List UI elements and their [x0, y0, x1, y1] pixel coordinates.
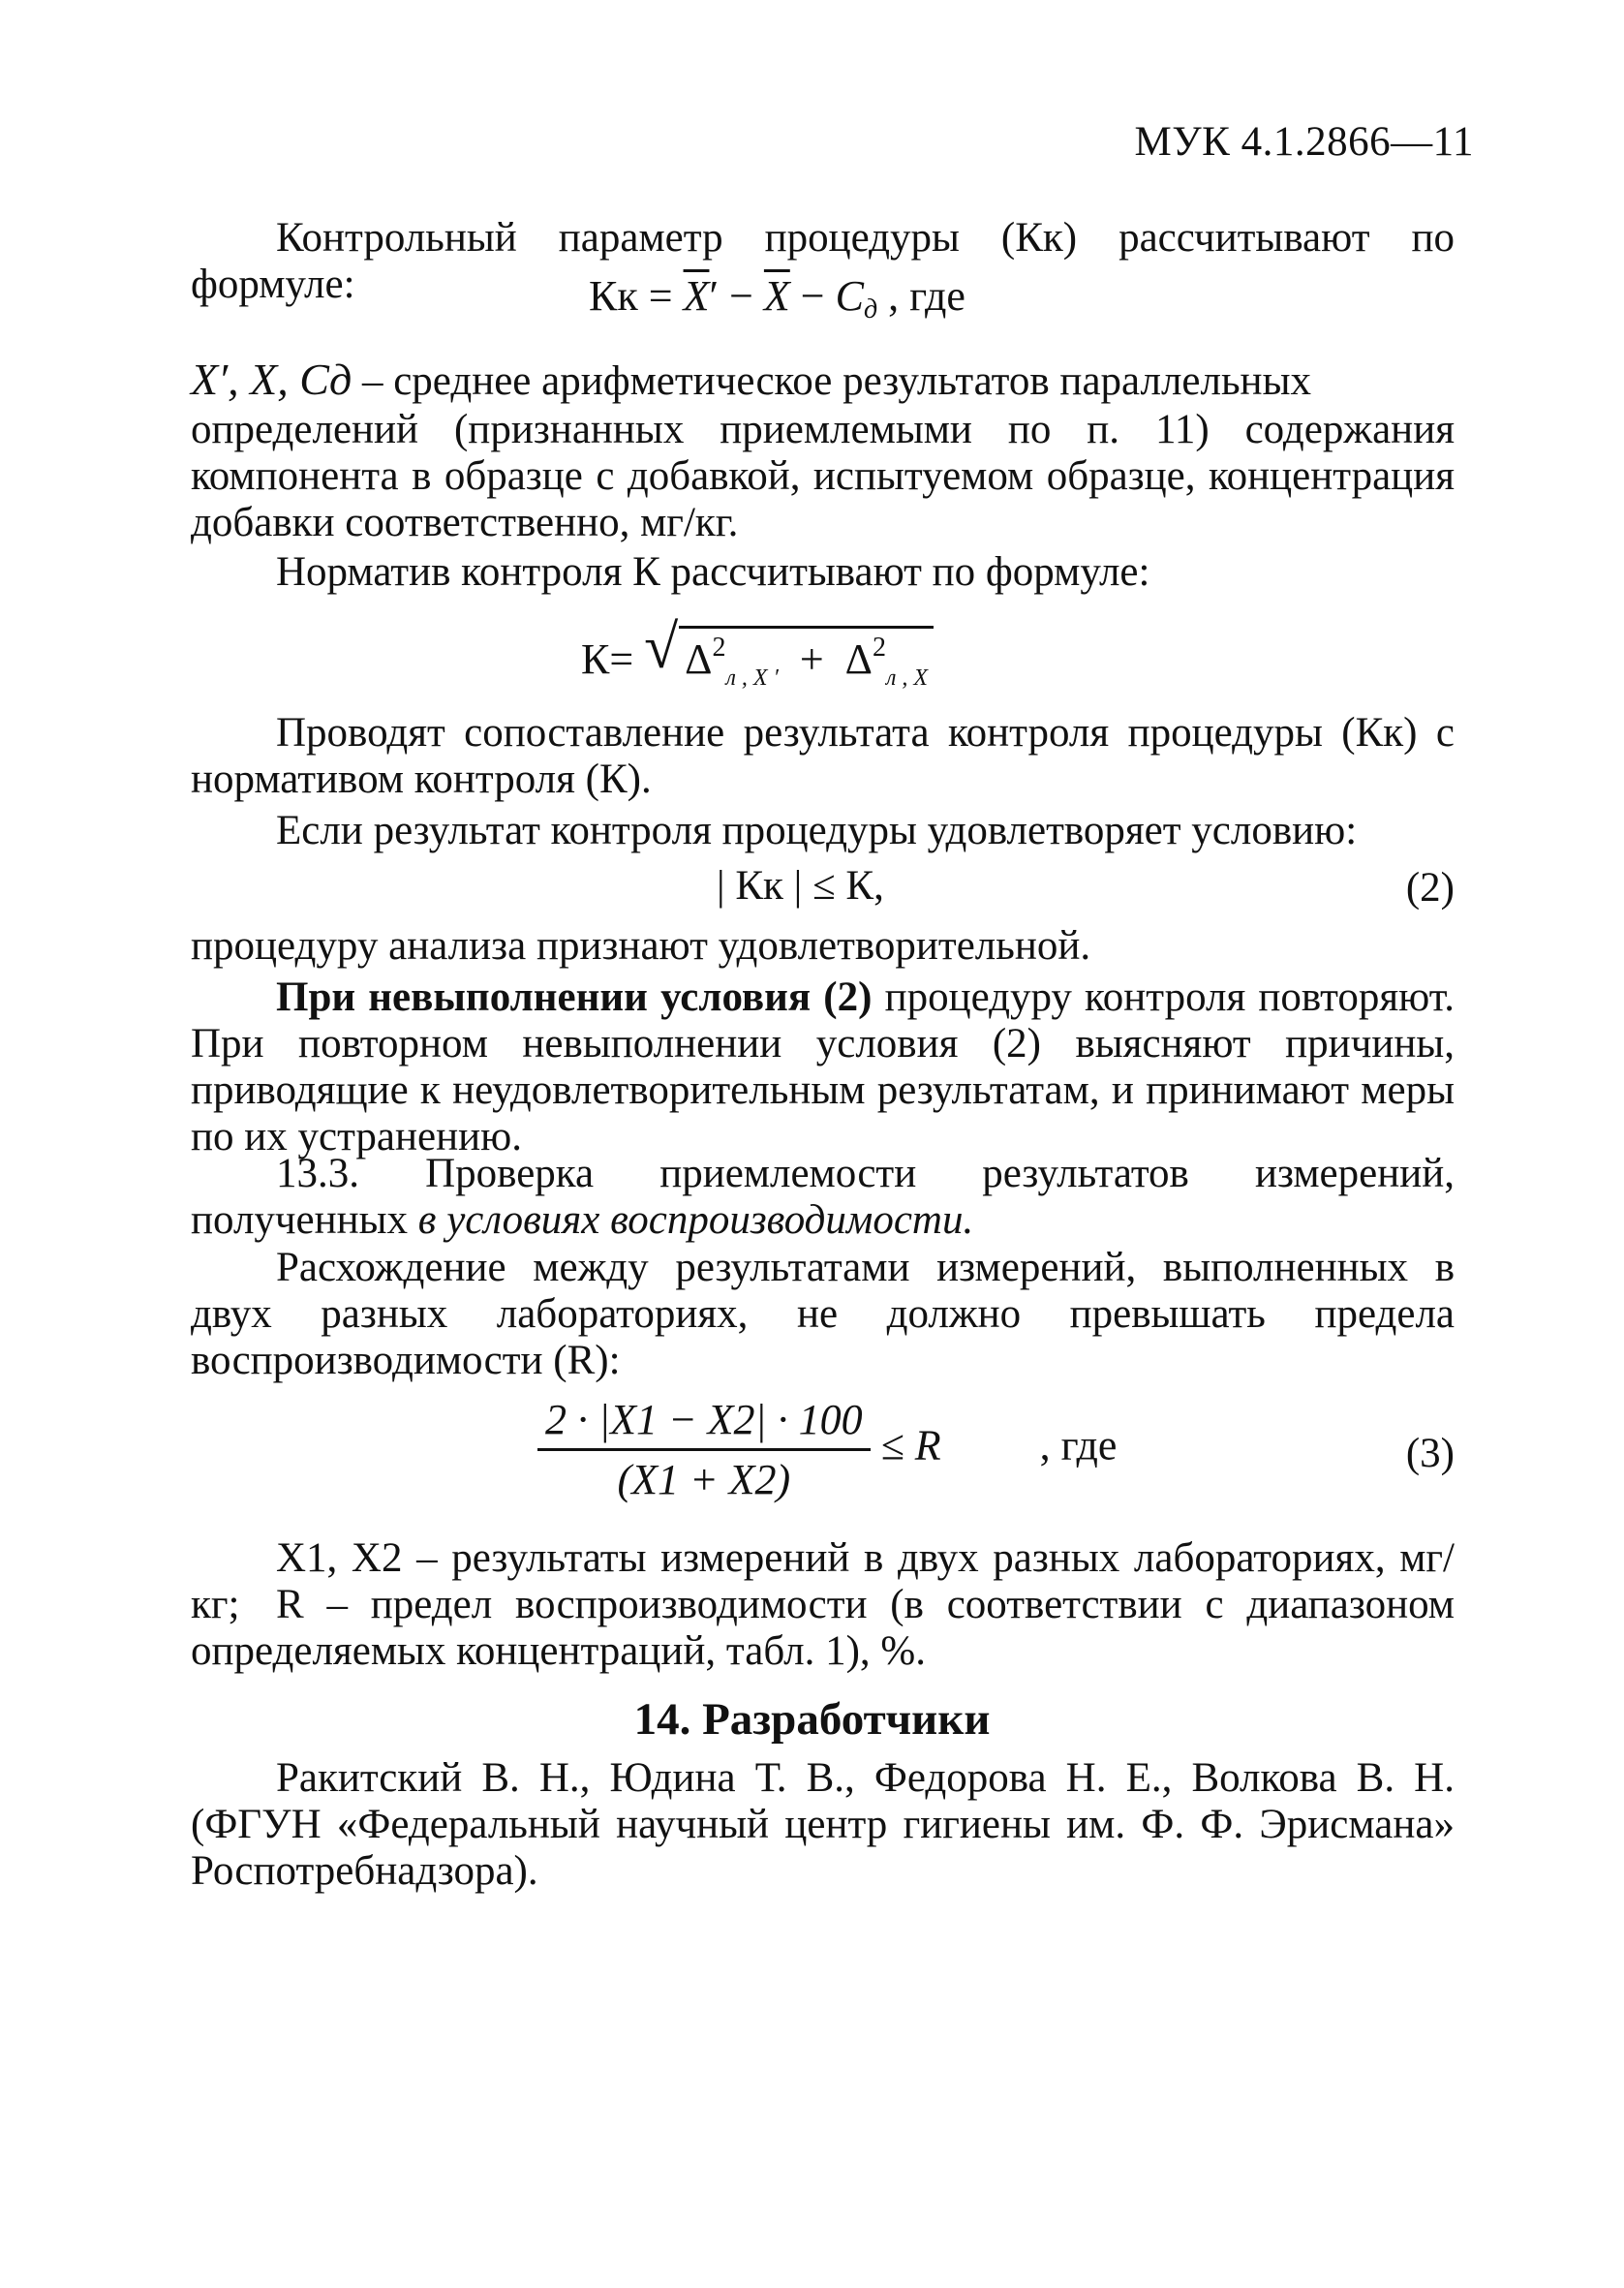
paragraph-norm-formula: Норматив контроля К рассчитывают по формуле:: [276, 549, 1150, 595]
norm-lhs: К=: [581, 635, 634, 683]
paragraph-definitions-rest: определений (признанных приемлемыми по п. 11) содержания компонента в образце с добавкой, испытуемом образце, концентрация добавки соответственно, мг/кг.: [191, 407, 1455, 545]
repeat-text: процедуру контроля повторяют. При повторном невыполнении условия (2) выясняют причины, приводящие к неудовлетворительным результатам, и принимают меры по их устранению.: [191, 974, 1455, 1159]
formula-minus-1: −: [729, 272, 753, 320]
paragraph-comparison: Проводят сопоставление результата контроля процедуры (Кк) с нормативом контроля (К).: [191, 710, 1455, 802]
formula-minus-2: −: [800, 272, 825, 320]
section-heading-developers: 14. Разработчики: [633, 1694, 991, 1745]
formula-norm: [581, 612, 934, 692]
paragraph-r-definition: R – предел воспроизводимости (в соответствии с диапазоном определяемых концентраций, табл. 1), %.: [191, 1582, 1455, 1674]
formula-c: C: [835, 272, 864, 320]
paragraph-repeat: [191, 974, 1455, 1160]
formula-c-sub: д: [863, 294, 878, 325]
section-13-3-italic: в условиях воспроизводимости.: [417, 1197, 974, 1243]
paragraph-definitions: [191, 356, 1455, 405]
paragraph-satisfactory: процедуру анализа признают удовлетворительной.: [191, 923, 1091, 969]
bold-condition: При невыполнении условия (2): [276, 974, 873, 1020]
plus: +: [799, 635, 824, 683]
formula-eq: =: [648, 272, 673, 320]
formula-where: , где: [888, 272, 965, 320]
fraction: [537, 1395, 871, 1504]
formula-x-bar: $\overline{X}$: [763, 272, 790, 320]
radical-body: [679, 626, 934, 692]
square-root: [644, 612, 934, 692]
definition-symbols: X′, X, Cд: [191, 355, 352, 404]
square-1: 2: [712, 633, 726, 663]
square-2: 2: [872, 633, 886, 663]
definition-text-first: – среднее арифметическое результатов параллельных: [352, 358, 1311, 404]
formula-4-where: , где: [1039, 1421, 1118, 1469]
paragraph-condition: Если результат контроля процедуры удовлетворяет условию:: [276, 808, 1358, 853]
delta-2: Δ: [844, 635, 873, 683]
formula-reproducibility: [537, 1395, 1117, 1504]
formula-x-prime: $\overline{X}$: [683, 272, 710, 320]
equation-number-3: (3): [1405, 1431, 1455, 1476]
document-code: МУК 4.1.2866—11: [1134, 119, 1474, 165]
formula-condition-2: | Кк | ≤ К,: [717, 863, 884, 909]
delta-1: Δ: [685, 635, 713, 683]
fraction-numerator: 2 · |X1 − X2| · 100: [537, 1395, 871, 1451]
formula-control-parameter: [589, 271, 965, 325]
equation-number-2: (2): [1405, 865, 1455, 911]
paragraph-control-parameter: Контрольный параметр процедуры (Кк) рассчитывают по формуле:: [191, 215, 1455, 307]
fraction-denominator: (X1 + X2): [617, 1456, 791, 1503]
formula-prime: ′: [709, 272, 720, 320]
paragraph-discrepancy: Расхождение между результатами измерений, выполненных в двух разных лабораториях, не должно превышать предела воспроизводимости (R):: [191, 1245, 1455, 1383]
paragraph-section-13-3: [191, 1151, 1455, 1244]
paragraph-developers: Ракитский В. Н., Юдина Т. В., Федорова Н. Е., Волкова В. Н. (ФГУН «Федеральный научный центр гигиены им. Ф. Ф. Эрисмана» Роспотребнадзора).: [191, 1755, 1455, 1894]
leq-r: ≤ R: [880, 1421, 941, 1469]
delta-2-sub: л , X: [885, 665, 929, 691]
radical-sign: √: [644, 612, 679, 681]
section-13-3-text: 13.3. Проверка приемлемости результатов измерений, полученных: [191, 1151, 1455, 1243]
paragraph-x1-x2: X1, X2 – результаты измерений в двух разных лабораториях, мг/кг;: [191, 1535, 1455, 1627]
delta-1-sub: л , X ′: [725, 665, 779, 691]
formula-lhs: Кк: [589, 272, 638, 320]
